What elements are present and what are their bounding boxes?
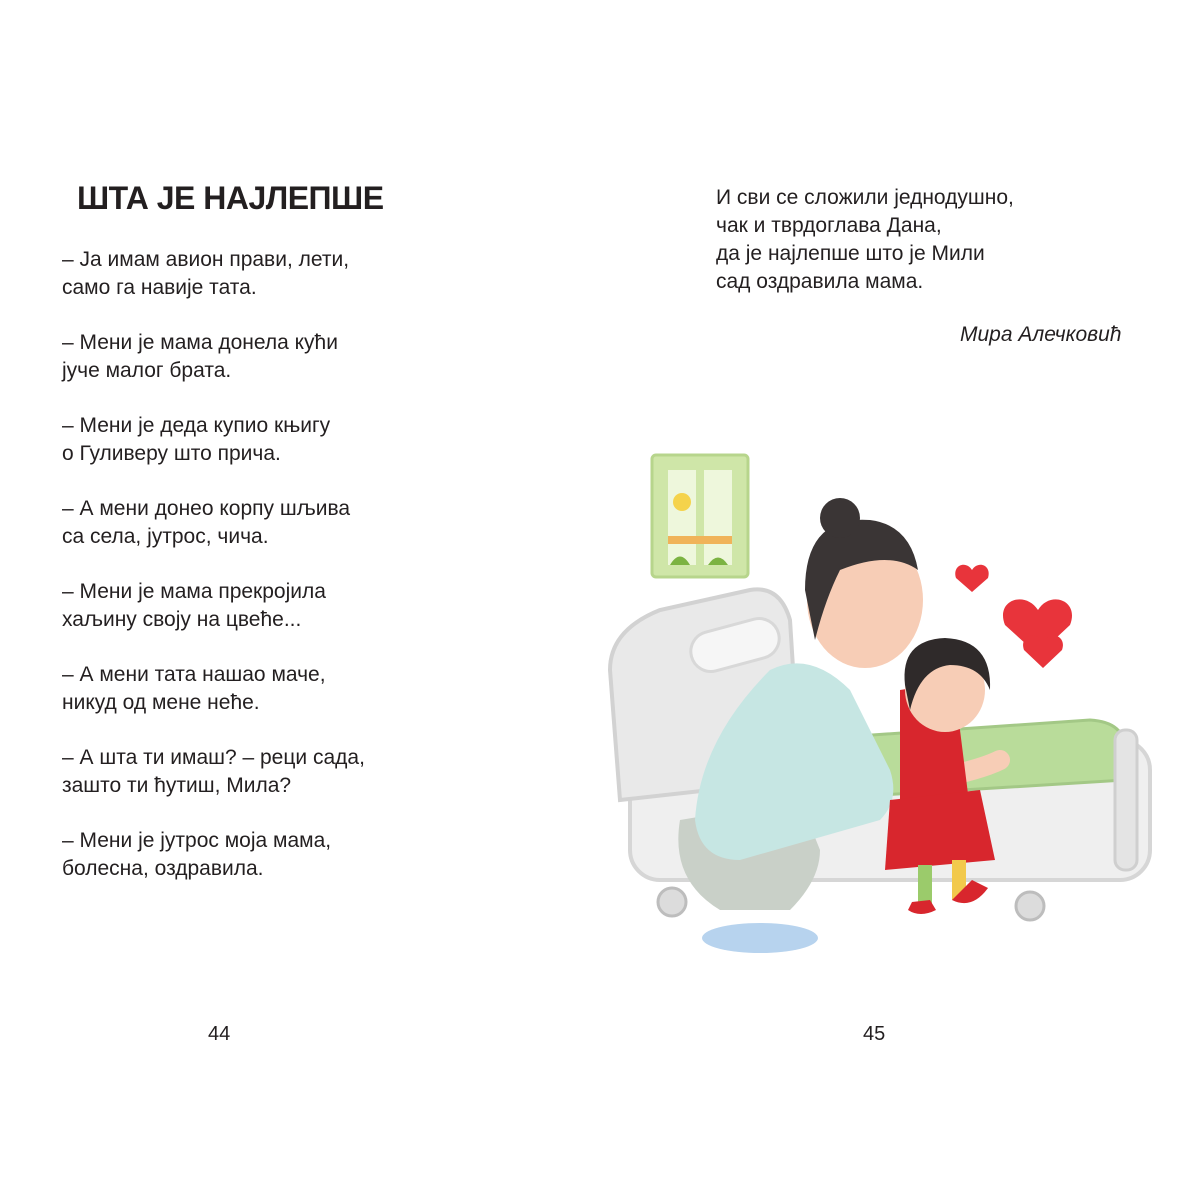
stanza-line: И сви се сложили једнодушно, — [716, 186, 1014, 209]
stanza-line: – Мени је мама прекројила — [62, 580, 326, 603]
poem-author: Мира Алечковић — [960, 323, 1122, 346]
stanza-line: – Мени је јутрос моја мама, — [62, 829, 332, 852]
stanza-line: зашто ти ћутиш, Мила? — [62, 774, 292, 797]
stanza-line: јуче малог брата. — [62, 359, 232, 382]
stanza-line: да је најлепше што је Мили — [716, 242, 985, 265]
stanza-line: – А мени донео корпу шљива — [62, 497, 351, 520]
stanza-line: само га навије тата. — [62, 276, 257, 299]
stanza-line: о Гуливеру што прича. — [62, 442, 281, 465]
stanza-line: сад оздравила мама. — [716, 270, 924, 293]
stanza-4 — [62, 495, 542, 551]
stanza-2 — [62, 329, 542, 385]
poem-stanzas — [62, 246, 542, 910]
stanza-7 — [62, 744, 542, 800]
stanza-3 — [62, 412, 542, 468]
page-number-right: 45 — [863, 1023, 886, 1045]
stanza-line: никуд од мене неће. — [62, 691, 260, 714]
window-icon — [652, 455, 748, 577]
poem-title: ШТА ЈЕ НАЈЛЕПШЕ — [77, 180, 384, 216]
stanza-6 — [62, 661, 542, 717]
stanza-line: – Мени је деда купио књигу — [62, 414, 331, 437]
stanza-line: болесна, оздравила. — [62, 857, 264, 880]
stanza-line: хаљину своју на цвеће... — [62, 608, 302, 631]
page-number-left: 44 — [208, 1023, 231, 1045]
stanza-line: – Мени је мама донела кући — [62, 331, 338, 354]
closing-stanza — [716, 184, 1014, 296]
stanza-line: – А шта ти имаш? – реци сада, — [62, 746, 365, 769]
right-page — [600, 0, 1200, 1200]
stanza-8 — [62, 827, 542, 883]
stanza-1 — [62, 246, 542, 302]
stanza-line: – Ја имам авион прави, лети, — [62, 248, 350, 271]
stanza-line: чак и тврдоглава Дана, — [716, 214, 942, 237]
stanza-line: – А мени тата нашао маче, — [62, 663, 326, 686]
stanza-5 — [62, 578, 542, 634]
illustration — [600, 440, 1200, 980]
stanza-line: са села, јутрос, чича. — [62, 525, 269, 548]
